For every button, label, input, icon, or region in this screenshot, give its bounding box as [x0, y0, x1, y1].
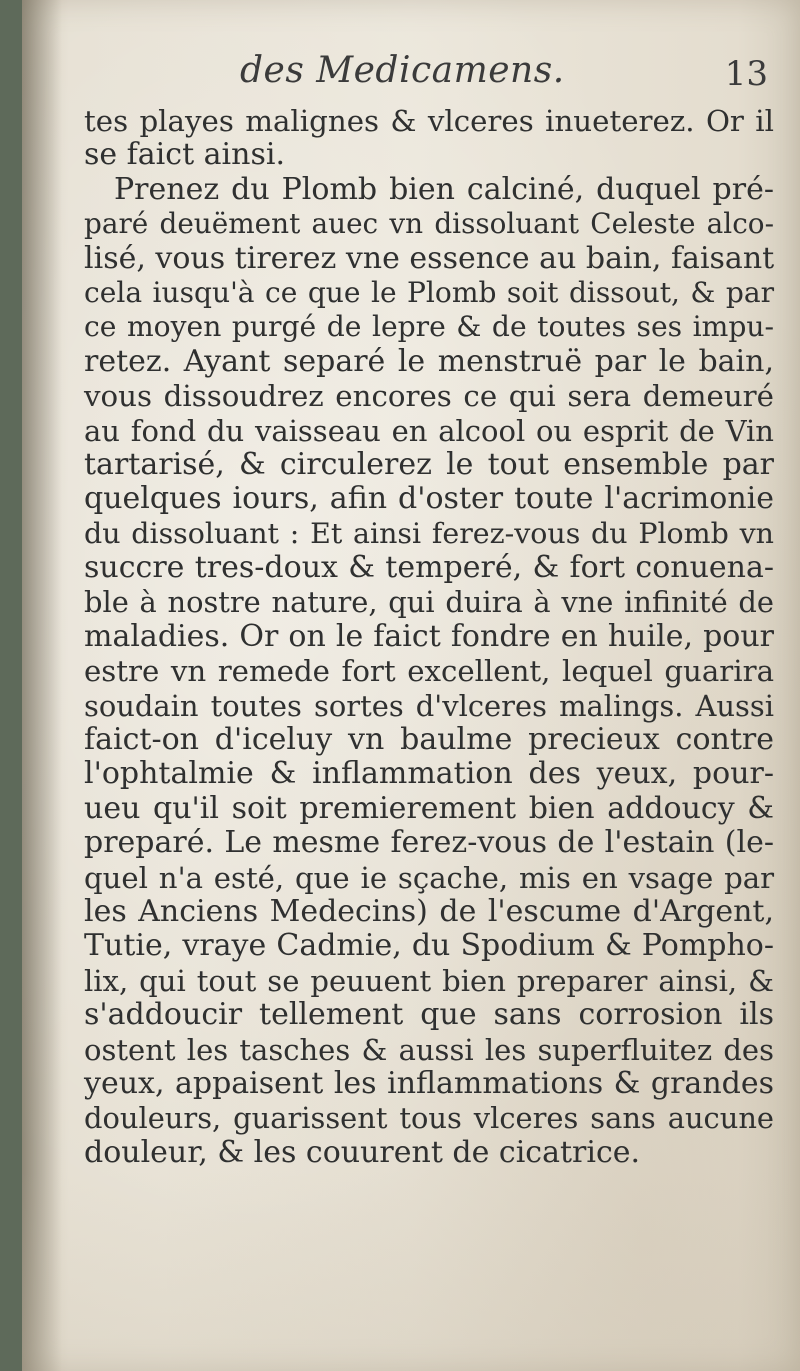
text-line: cela iusqu'à ce que le Plomb soit dissout, & par: [84, 275, 774, 309]
text-line: soudain toutes sortes d'vlceres malings. Aussi: [84, 688, 774, 723]
text-line: ostent les tasches & aussi les superfluitez des: [84, 1032, 774, 1067]
text-line: preparé. Le mesme ferez-vous de l'estain (le-: [84, 825, 774, 861]
text-line: faict-on d'iceluy vn baulme precieux contre: [84, 722, 774, 758]
text-line: tes playes malignes & vlceres inueterez. Or il: [84, 104, 774, 138]
text-line: douleurs, guarissent tous vlceres sans aucune: [84, 1101, 774, 1136]
text-line: paré deuëment auec vn dissoluant Celeste alco-: [84, 207, 774, 241]
text-line: ble à nostre nature, qui duira à vne infinité de: [84, 585, 774, 620]
text-line: ueu qu'il soit premierement bien addoucy &: [84, 790, 774, 826]
page-header: [22, 44, 800, 104]
text-line: vous dissoudrez encores ce qui sera demeuré: [84, 379, 774, 414]
text-line: ce moyen purgé de lepre & de toutes ses impu-: [84, 310, 774, 344]
text-line: lix, qui tout se peuuent bien preparer ainsi, &: [84, 963, 774, 998]
body-text: [84, 104, 774, 1170]
running-title: des Medicamens.: [240, 50, 565, 91]
text-line: l'ophtalmie & inflammation des yeux, pour-: [84, 756, 774, 792]
text-line: retez. Ayant separé le menstruë par le bain,: [84, 343, 774, 379]
text-line: s'addoucir tellement que sans corrosion ils: [84, 997, 774, 1033]
text-line: douleur, & les couurent de cicatrice.: [84, 1134, 641, 1170]
text-line: se faict ainsi.: [84, 137, 285, 173]
text-line: Prenez du Plomb bien calciné, duquel pré-: [114, 171, 774, 207]
text-line: tartarisé, & circulerez le tout ensemble par: [84, 446, 774, 482]
text-line: maladies. Or on le faict fondre en huile, pour: [84, 618, 774, 654]
book-page: [22, 0, 800, 1371]
text-line: succre tres-doux & temperé, & fort conuena-: [84, 550, 774, 586]
text-line: yeux, appaisent les inflammations & grandes: [84, 1065, 774, 1101]
text-line: quelques iours, afin d'oster toute l'acrimonie: [84, 481, 774, 517]
text-line: les Anciens Medecins) de l'escume d'Argent,: [84, 893, 774, 929]
text-line: estre vn remede fort excellent, lequel guarira: [84, 654, 774, 689]
text-line: lisé, vous tirerez vne essence au bain, faisant: [84, 240, 775, 276]
page-number: 13: [724, 54, 768, 94]
text-line: du dissoluant : Et ainsi ferez-vous du Plomb vn: [84, 516, 774, 550]
text-line: au fond du vaisseau en alcool ou esprit de Vin: [84, 413, 774, 448]
spine-shadow: [22, 0, 62, 1371]
text-line: quel n'a esté, que ie sçache, mis en vsage par: [84, 860, 774, 895]
paper-wear: [22, 1171, 800, 1371]
text-line: Tutie, vraye Cadmie, du Spodium & Pompho-: [84, 928, 774, 964]
